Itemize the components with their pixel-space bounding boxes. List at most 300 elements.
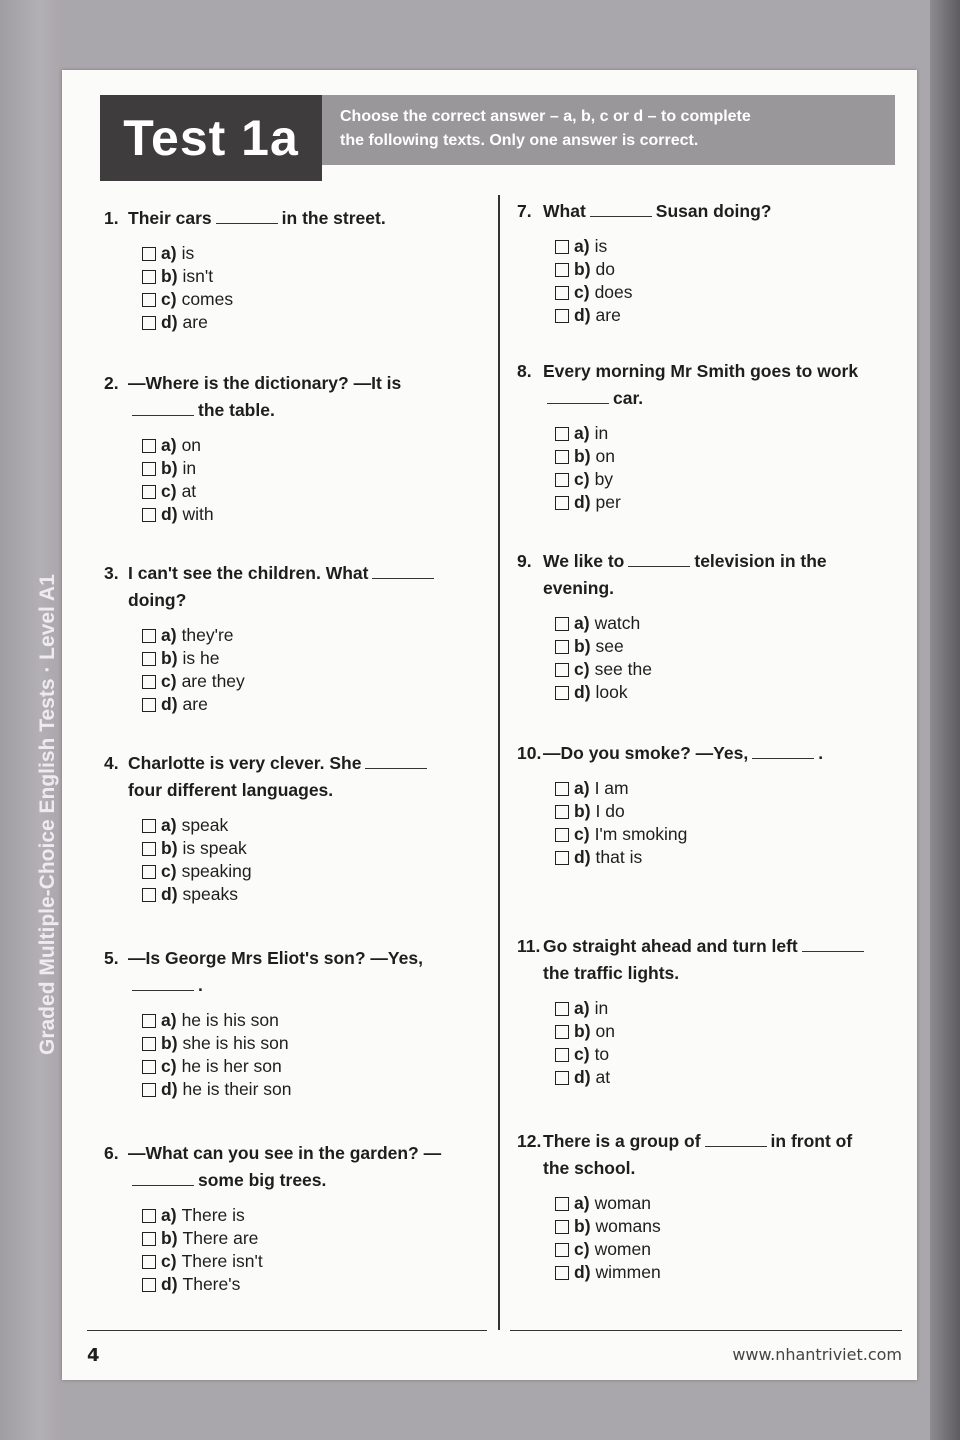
options-list [555,997,877,1089]
question-2 [104,370,464,526]
question-text [543,358,877,412]
option-text: that is [595,847,643,867]
option[interactable] [142,693,464,716]
option-letter: d) [161,1274,178,1294]
option-text: womans [595,1216,661,1236]
instructions-line: Choose the correct answer – a, b, c or d – to complete [340,108,751,125]
footer-rule [510,1330,902,1331]
checkbox-icon[interactable] [142,316,156,330]
option[interactable] [142,1273,464,1296]
option-letter: b) [574,801,591,821]
checkbox-icon[interactable] [555,1243,569,1257]
option-letter: c) [574,469,590,489]
question-4 [104,750,464,906]
option-text: in [594,423,609,443]
test-title: Test 1a [100,95,322,181]
question-3 [104,560,464,716]
checkbox-icon[interactable] [142,1209,156,1223]
stem-part: —Do you smoke? —Yes, [543,743,749,763]
question-text [128,1140,464,1194]
option[interactable] [142,1227,464,1250]
question-9 [517,548,877,704]
question-stem [517,548,877,602]
question-number: 9. [517,551,532,571]
option-text: are they [181,671,245,691]
question-text [543,740,877,767]
option-letter: d) [161,504,178,524]
option-letter: a) [161,815,177,835]
option-letter: c) [161,671,177,691]
checkbox-icon[interactable] [555,828,569,842]
checkbox-icon[interactable] [555,851,569,865]
option[interactable] [555,445,877,468]
stem-part: Charlotte is very clever. She [128,753,362,773]
stem-part: in the street. [281,208,386,228]
option-letter: d) [574,305,591,325]
option-letter: a) [574,423,590,443]
option-text: comes [181,289,234,309]
option-letter: c) [161,481,177,501]
question-stem [104,560,464,614]
checkbox-icon[interactable] [555,1002,569,1016]
option-letter: b) [161,1033,178,1053]
option-letter: b) [574,1216,591,1236]
option-letter: a) [574,613,590,633]
checkbox-icon[interactable] [142,675,156,689]
options-list [555,1192,877,1284]
option[interactable] [555,846,877,869]
checkbox-icon[interactable] [555,1266,569,1280]
stem-part: television in the evening. [543,551,827,598]
stem-part: four different languages. [128,780,334,800]
option[interactable] [142,1250,464,1273]
options-list [142,624,464,716]
question-number: 4. [104,753,119,773]
checkbox-icon[interactable] [142,462,156,476]
options-list [555,612,877,704]
option-letter: c) [161,289,177,309]
option[interactable] [142,1009,464,1032]
option[interactable] [142,837,464,860]
option[interactable] [555,235,877,258]
checkbox-icon[interactable] [142,629,156,643]
question-8 [517,358,877,514]
option-text: is [594,236,608,256]
question-11 [517,933,877,1089]
question-stem [104,750,464,804]
option-text: he is her son [181,1056,282,1076]
option[interactable] [555,1066,877,1089]
question-stem [104,370,464,424]
question-stem [517,358,877,412]
checkbox-icon[interactable] [142,439,156,453]
question-text [128,945,464,999]
option-letter: c) [574,282,590,302]
option[interactable] [142,624,464,647]
option-text: in [182,458,197,478]
checkbox-icon[interactable] [555,782,569,796]
checkbox-icon[interactable] [142,652,156,666]
column-divider [498,195,500,1330]
option-letter: a) [574,236,590,256]
option-letter: a) [574,1193,590,1213]
option-text: by [594,469,614,489]
checkbox-icon[interactable] [142,1037,156,1051]
option-letter: d) [574,682,591,702]
question-text [543,933,877,987]
option[interactable] [142,311,464,334]
checkbox-icon[interactable] [555,686,569,700]
option-letter: c) [574,1044,590,1064]
option-text: to [594,1044,610,1064]
question-number: 10. [517,743,542,763]
answer-blank [628,552,690,567]
option[interactable] [555,681,877,704]
options-list [555,777,877,869]
question-number: 11. [517,936,541,956]
option-text: he is their son [182,1079,292,1099]
checkbox-icon[interactable] [555,1071,569,1085]
question-12 [517,1128,877,1284]
option-text: There is [181,1205,245,1225]
option-text: women [594,1239,651,1259]
option-letter: a) [574,778,590,798]
option[interactable] [142,647,464,670]
checkbox-icon[interactable] [555,450,569,464]
option-letter: b) [161,648,178,668]
option-letter: b) [574,636,591,656]
document-page [62,70,917,1380]
options-list [142,814,464,906]
option-text: I am [594,778,629,798]
question-number: 1. [104,208,119,228]
option[interactable] [142,434,464,457]
checkbox-icon[interactable] [555,663,569,677]
option-text: is speak [182,838,247,858]
option-letter: d) [161,312,178,332]
question-number: 12. [517,1131,542,1151]
page-number: 4 [87,1345,100,1366]
option[interactable] [555,1261,877,1284]
question-6 [104,1140,464,1296]
option[interactable] [142,242,464,265]
checkbox-icon[interactable] [142,1014,156,1028]
checkbox-icon[interactable] [555,496,569,510]
option-text: on [595,446,615,466]
checkbox-icon[interactable] [555,309,569,323]
checkbox-icon[interactable] [555,286,569,300]
checkbox-icon[interactable] [142,1083,156,1097]
stem-part: doing? [128,590,187,610]
stem-part: some big trees. [198,1170,327,1190]
option[interactable] [555,281,877,304]
option[interactable] [142,1032,464,1055]
option[interactable] [142,503,464,526]
question-stem [517,740,877,767]
checkbox-icon[interactable] [555,1048,569,1062]
option[interactable] [555,1215,877,1238]
options-list [142,1009,464,1101]
option-letter: c) [574,824,590,844]
option[interactable] [142,1078,464,1101]
stem-part: car. [613,388,644,408]
answer-blank [132,1171,194,1186]
option[interactable] [555,997,877,1020]
stem-part: in front of the school. [543,1131,853,1178]
checkbox-icon[interactable] [142,485,156,499]
option-letter: c) [161,1056,177,1076]
question-number: 8. [517,361,532,381]
checkbox-icon[interactable] [142,1060,156,1074]
option-text: woman [594,1193,651,1213]
option-text: on [595,1021,615,1041]
option-letter: c) [574,659,590,679]
option[interactable] [555,635,877,658]
option-text: There are [182,1228,259,1248]
question-10 [517,740,877,869]
option-text: I do [595,801,625,821]
option-text: she is his son [182,1033,289,1053]
option[interactable] [555,422,877,445]
stem-part: the table. [198,400,275,420]
checkbox-icon[interactable] [555,473,569,487]
option-letter: d) [161,884,178,904]
checkbox-icon[interactable] [142,1278,156,1292]
option-text: do [595,259,615,279]
stem-part: There is a group of [543,1131,701,1151]
question-stem [517,1128,877,1182]
answer-blank [752,744,814,759]
answer-blank [372,564,434,579]
option-letter: d) [574,847,591,867]
option[interactable] [555,1192,877,1215]
checkbox-icon[interactable] [142,698,156,712]
option-letter: b) [574,446,591,466]
question-text [128,205,464,232]
checkbox-icon[interactable] [142,293,156,307]
option-text: is he [182,648,220,668]
checkbox-icon[interactable] [555,240,569,254]
options-list [142,1204,464,1296]
option[interactable] [142,883,464,906]
option[interactable] [142,1204,464,1227]
instructions-line: the following texts. Only one answer is correct. [340,132,699,149]
option-text: he is his son [181,1010,279,1030]
checkbox-icon[interactable] [555,617,569,631]
checkbox-icon[interactable] [555,805,569,819]
book-edge [930,0,960,1440]
option-letter: b) [161,266,178,286]
answer-blank [590,202,652,217]
option[interactable] [142,814,464,837]
answer-blank [547,389,609,404]
option[interactable] [555,1238,877,1261]
option-text: with [182,504,214,524]
option-letter: a) [161,1010,177,1030]
checkbox-icon[interactable] [142,888,156,902]
question-text [543,1128,877,1182]
option-text: speak [181,815,229,835]
option-letter: c) [574,1239,590,1259]
option[interactable] [555,468,877,491]
stem-part: —Is George Mrs Eliot's son? —Yes, [128,948,423,968]
option[interactable] [555,823,877,846]
option-text: wimmen [595,1262,661,1282]
answer-blank [132,976,194,991]
question-text [543,198,877,225]
option[interactable] [142,288,464,311]
stem-part: —What can you see in the garden? — [128,1143,442,1163]
option[interactable] [142,480,464,503]
options-list [142,242,464,334]
answer-blank [802,937,864,952]
options-list [555,235,877,327]
question-stem [104,1140,464,1194]
checkbox-icon[interactable] [555,427,569,441]
checkbox-icon[interactable] [142,865,156,879]
option[interactable] [555,258,877,281]
checkbox-icon[interactable] [142,1232,156,1246]
footer-rule [87,1330,487,1331]
stem-part: . [198,975,203,995]
option-letter: d) [574,492,591,512]
checkbox-icon[interactable] [555,1025,569,1039]
question-text [128,560,464,614]
answer-blank [705,1132,767,1147]
option-text: is [181,243,195,263]
option-text: are [182,312,208,332]
option-text: are [595,305,621,325]
option-letter: d) [161,1079,178,1099]
option-text: speaks [182,884,238,904]
stem-part: —Where is the dictionary? —It is [128,373,402,393]
option-letter: b) [161,458,178,478]
option[interactable] [555,658,877,681]
option-letter: b) [574,259,591,279]
answer-blank [132,401,194,416]
question-stem [517,198,877,225]
instructions [322,95,895,165]
option-text: per [595,492,621,512]
option-letter: a) [161,625,177,645]
stem-part: Susan doing? [655,201,772,221]
option[interactable] [142,265,464,288]
checkbox-icon[interactable] [142,270,156,284]
option-letter: a) [574,998,590,1018]
option-text: does [594,282,633,302]
option-text: at [595,1067,611,1087]
checkbox-icon[interactable] [555,640,569,654]
stem-part: Every morning Mr Smith goes to work [543,361,859,381]
question-text [128,750,464,804]
checkbox-icon[interactable] [142,819,156,833]
checkbox-icon[interactable] [142,508,156,522]
option-letter: b) [161,1228,178,1248]
option[interactable] [142,860,464,883]
question-text [128,370,464,424]
question-7 [517,198,877,327]
option-text: isn't [182,266,214,286]
stem-part: What [543,201,586,221]
checkbox-icon[interactable] [142,247,156,261]
option-text: are [182,694,208,714]
option[interactable] [555,304,877,327]
option-text: see the [594,659,652,679]
question-number: 3. [104,563,119,583]
question-number: 6. [104,1143,119,1163]
website-url: www.nhantriviet.com [732,1345,902,1364]
option-letter: a) [161,243,177,263]
option[interactable] [555,491,877,514]
checkbox-icon[interactable] [555,1197,569,1211]
option-text: in [594,998,609,1018]
checkbox-icon[interactable] [142,1255,156,1269]
question-stem [517,933,877,987]
checkbox-icon[interactable] [555,263,569,277]
question-number: 5. [104,948,119,968]
option-letter: a) [161,435,177,455]
question-5 [104,945,464,1101]
option-text: watch [594,613,641,633]
option-text: they're [181,625,234,645]
option-letter: c) [161,861,177,881]
option[interactable] [142,1055,464,1078]
options-list [142,434,464,526]
options-list [555,422,877,514]
option[interactable] [555,612,877,635]
option-letter: c) [161,1251,177,1271]
option-letter: d) [574,1262,591,1282]
question-stem [104,205,464,232]
option-text: look [595,682,628,702]
option-text: speaking [181,861,252,881]
option[interactable] [555,800,877,823]
answer-blank [365,754,427,769]
stem-part: Their cars [128,208,212,228]
option-letter: a) [161,1205,177,1225]
checkbox-icon[interactable] [142,842,156,856]
option-text: I'm smoking [594,824,688,844]
option[interactable] [555,1043,877,1066]
question-number: 7. [517,201,532,221]
answer-blank [216,209,278,224]
option[interactable] [555,1020,877,1043]
option-text: on [181,435,202,455]
stem-part: Go straight ahead and turn left [543,936,798,956]
option-text: see [595,636,624,656]
checkbox-icon[interactable] [555,1220,569,1234]
question-stem [104,945,464,999]
question-text [543,548,877,602]
question-1 [104,205,464,334]
option[interactable] [555,777,877,800]
stem-part: I can't see the children. What [128,563,369,583]
option-letter: d) [574,1067,591,1087]
option-letter: b) [161,838,178,858]
option[interactable] [142,457,464,480]
stem-part: the traffic lights. [543,963,680,983]
stem-part: We like to [543,551,625,571]
option-text: at [181,481,197,501]
question-number: 2. [104,373,119,393]
side-title: Graded Multiple-Choice English Tests · Level A1 [36,574,59,1055]
option[interactable] [142,670,464,693]
stem-part: . [818,743,824,763]
option-text: There's [182,1274,241,1294]
option-text: There isn't [181,1251,263,1271]
option-letter: b) [574,1021,591,1041]
option-letter: d) [161,694,178,714]
